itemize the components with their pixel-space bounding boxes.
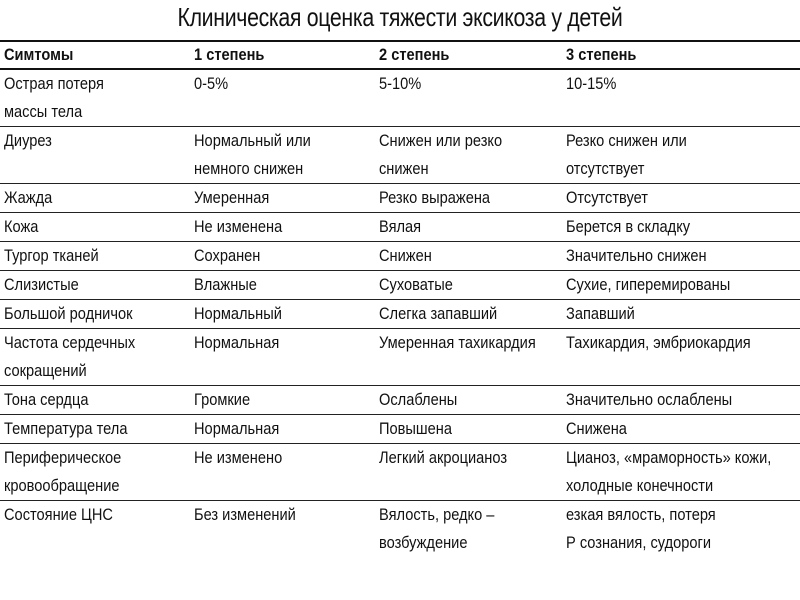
cell-degree-3: Отсутствует: [566, 188, 648, 207]
severity-table: [0, 40, 800, 557]
cell-degree-1: Нормальный или немного снижен: [194, 131, 311, 178]
cell-degree-1: 0-5%: [194, 74, 229, 93]
table-row: [0, 329, 800, 386]
cell-degree-2: Снижен: [379, 246, 432, 265]
table-row: [0, 127, 800, 184]
table-body: [0, 69, 800, 557]
header-degree-1: 1 степень: [194, 45, 265, 64]
cell-degree-3: Резко снижен или отсутствует: [566, 131, 687, 178]
header-degree-3: 3 степень: [566, 45, 637, 64]
cell-degree-3: Цианоз, «мраморность» кожи, холодные конечности: [566, 448, 772, 495]
cell-degree-2: Повышена: [379, 419, 452, 438]
cell-degree-2: Вялость, редко – возбуждение: [379, 505, 495, 552]
cell-symptom: Жажда: [4, 188, 53, 207]
cell-degree-3: 10-15%: [566, 74, 617, 93]
table-row: [0, 415, 800, 444]
header-symptoms: Симтомы: [4, 45, 74, 64]
cell-degree-3: Берется в складку: [566, 217, 691, 236]
cell-degree-1: Без изменений: [194, 505, 296, 524]
cell-symptom: Большой родничок: [4, 304, 133, 323]
cell-symptom: Периферическое кровообращение: [4, 448, 122, 495]
header-degree-2: 2 степень: [379, 45, 450, 64]
cell-symptom: Тургор тканей: [4, 246, 99, 265]
table-row: [0, 184, 800, 213]
cell-symptom: Температура тела: [4, 419, 128, 438]
cell-degree-3: Сухие, гиперемированы: [566, 275, 731, 294]
cell-symptom: Частота сердечных сокращений: [4, 333, 136, 380]
cell-symptom: Тона сердца: [4, 390, 89, 409]
cell-degree-3: Значительно ослаблены: [566, 390, 733, 409]
table-row: [0, 501, 800, 558]
cell-symptom: Слизистые: [4, 275, 79, 294]
cell-degree-3: Запавший: [566, 304, 635, 323]
cell-degree-1: Не изменена: [194, 217, 283, 236]
cell-degree-1: Нормальная: [194, 333, 280, 352]
cell-degree-1: Сохранен: [194, 246, 261, 265]
table-row: [0, 271, 800, 300]
table-row: [0, 69, 800, 127]
cell-degree-1: Нормальный: [194, 304, 282, 323]
page-title: Клиническая оценка тяжести эксикоза у детей: [177, 2, 623, 32]
cell-symptom: Кожа: [4, 217, 39, 236]
cell-degree-2: 5-10%: [379, 74, 422, 93]
cell-degree-2: Резко выражена: [379, 188, 491, 207]
cell-degree-3: Тахикардия, эмбриокардия: [566, 333, 751, 352]
cell-degree-3: Снижена: [566, 419, 627, 438]
cell-degree-1: Нормальная: [194, 419, 280, 438]
table-row: [0, 444, 800, 501]
cell-symptom: Состояние ЦНС: [4, 505, 113, 524]
cell-degree-3: езкая вялость, потеря Р сознания, судороги: [566, 505, 716, 552]
cell-symptom: Диурез: [4, 131, 52, 150]
cell-degree-2: Слегка запавший: [379, 304, 498, 323]
cell-symptom: Острая потеря массы тела: [4, 74, 104, 121]
table-header-row: [0, 41, 800, 69]
cell-degree-1: Не изменено: [194, 448, 283, 467]
cell-degree-1: Влажные: [194, 275, 257, 294]
table-row: [0, 300, 800, 329]
cell-degree-2: Легкий акроцианоз: [379, 448, 508, 467]
cell-degree-3: Значительно снижен: [566, 246, 707, 265]
table-row: [0, 242, 800, 271]
cell-degree-2: Вялая: [379, 217, 422, 236]
cell-degree-2: Умеренная тахикардия: [379, 333, 536, 352]
cell-degree-2: Снижен или резко снижен: [379, 131, 503, 178]
table-row: [0, 386, 800, 415]
table-row: [0, 213, 800, 242]
cell-degree-1: Умеренная: [194, 188, 270, 207]
cell-degree-2: Суховатые: [379, 275, 453, 294]
cell-degree-1: Громкие: [194, 390, 251, 409]
cell-degree-2: Ослаблены: [379, 390, 458, 409]
